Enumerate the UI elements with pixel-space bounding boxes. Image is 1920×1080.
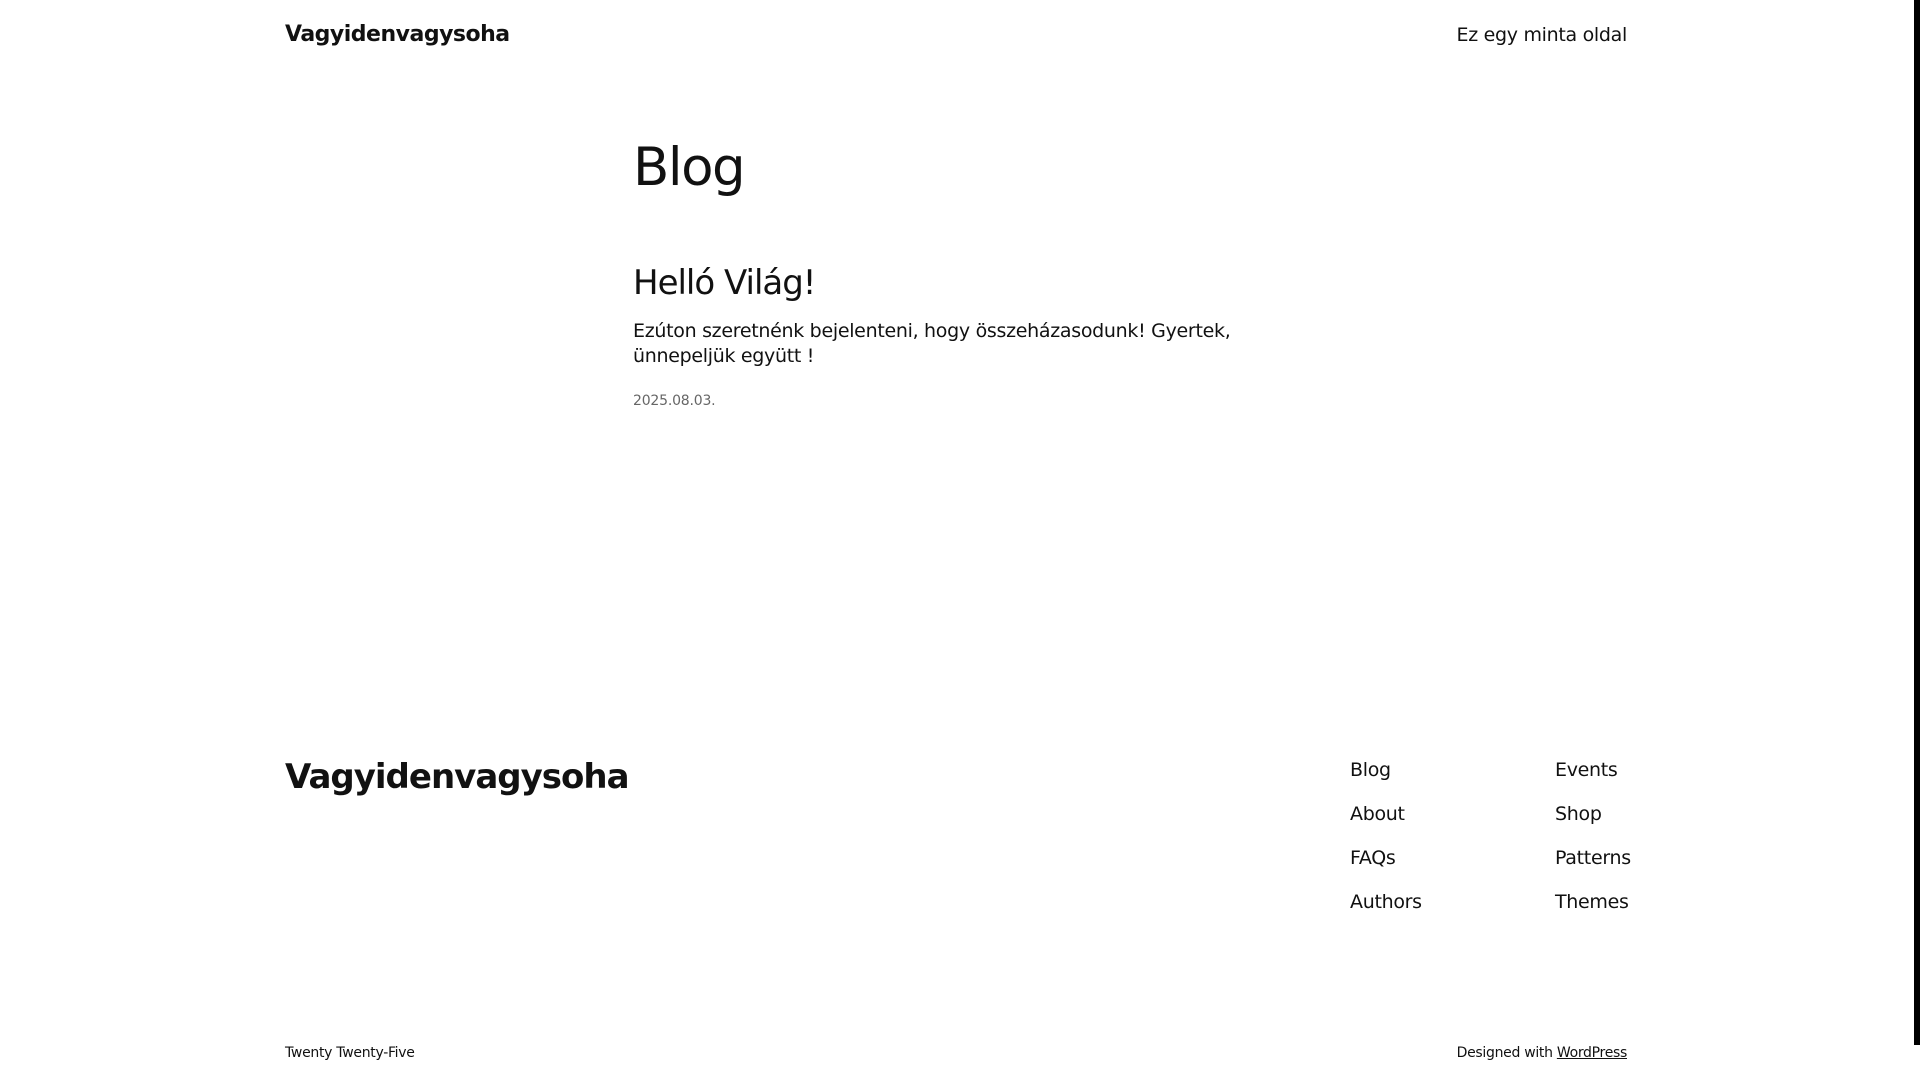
theme-credit: Twenty Twenty-Five (285, 1045, 415, 1061)
footer-nav-shop[interactable]: Shop (1555, 803, 1602, 825)
designed-with-credit (1457, 1043, 1627, 1063)
post-date: 2025.08.03. (633, 393, 716, 409)
footer-nav-faqs[interactable]: FAQs (1350, 847, 1396, 869)
scrollbar[interactable] (1914, 0, 1920, 1045)
footer-nav-about[interactable]: About (1350, 803, 1405, 825)
post-item (633, 261, 1273, 409)
footer-site-title[interactable] (285, 754, 629, 800)
designed-with-label: Designed with (1456, 1045, 1553, 1061)
site-title-link[interactable]: Vagyidenvagysoha (285, 22, 510, 47)
page-title: Blog (633, 137, 745, 198)
footer-nav-themes[interactable]: Themes (1555, 891, 1629, 913)
main-content (633, 130, 1273, 409)
post-excerpt: Ezúton szeretnénk bejelenteni, hogy összeházasodunk! Gyertek, ünnepeljük együtt ! (633, 320, 1231, 367)
header-nav-sample-page-link[interactable]: Ez egy minta oldal (1456, 24, 1627, 46)
footer-nav-column-2 (1555, 754, 1665, 930)
footer-nav-authors[interactable]: Authors (1350, 891, 1422, 913)
footer-site-title-link[interactable]: Vagyidenvagysoha (285, 757, 629, 797)
post-title (633, 261, 1273, 305)
footer-nav-events[interactable]: Events (1555, 759, 1618, 781)
wordpress-link[interactable]: WordPress (1556, 1045, 1627, 1061)
post-title-link[interactable]: Helló Világ! (633, 263, 816, 303)
footer-nav-blog[interactable]: Blog (1350, 759, 1391, 781)
site-header (285, 18, 1627, 52)
footer-nav-column-1 (1350, 754, 1490, 930)
footer-nav-patterns[interactable]: Patterns (1555, 847, 1631, 869)
